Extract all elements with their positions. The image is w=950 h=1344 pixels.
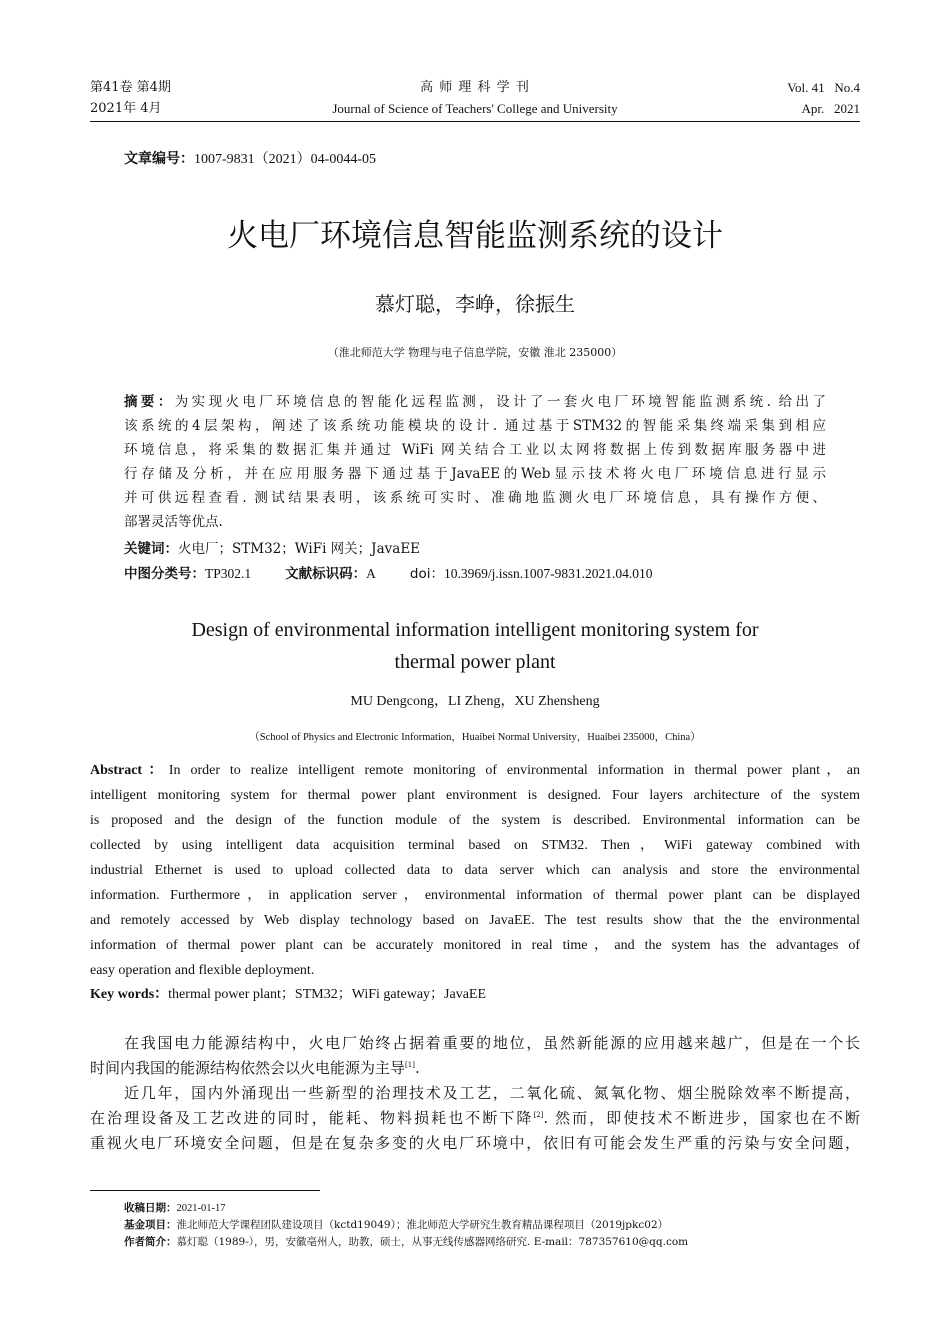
abstract-en-label: Abstract： (90, 763, 169, 778)
body-paragraph-1-line: 时间内我国的能源结构依然会以火电能源为主导[1]. (90, 1059, 420, 1077)
abstract-cn (124, 390, 826, 534)
keywords-cn-label: 关键词： (124, 541, 178, 557)
journal-name-en: Journal of Science of Teachers' College and University (332, 101, 618, 116)
abstract-en-line: and remotely accessed by Web display technology based on JavaEE. The test results show that the the environmental (90, 913, 860, 928)
footnote-rule (90, 1190, 320, 1191)
body-paragraph-2-line: 在治理设备及工艺改进的同时，能耗、物料损耗也不断下降[2]. 然而，即使技术不断进步，国家也在不断 (90, 1109, 860, 1127)
footnote-fund (124, 1217, 668, 1234)
citation-ref-2[interactable]: [2] (533, 1111, 544, 1119)
abstract-cn-line: 部署灵活等优点. (124, 514, 223, 530)
abstract-cn-line: 摘要：为实现火电厂环境信息的智能化远程监测，设计了一套火电厂环境智能监测系统. 给出了 (124, 394, 827, 410)
author-bio-label: 作者简介： (124, 1236, 177, 1248)
doi-label: doi： (409, 566, 444, 582)
doi-value: 10.3969/j.issn.1007-9831.2021.04.010 (443, 566, 653, 581)
article-number-label: 文章编号： (124, 151, 194, 167)
article-number-value: 1007-9831（2021）04-0044-05 (194, 152, 376, 167)
abstract-en-line: easy operation and flexible deployment. (90, 963, 315, 978)
abstract-en-line: intelligent monitoring system for thermal power plant environment is designed. Four layers architecture of the system (90, 788, 860, 803)
journal-name-cn: 高 师 理 科 学 刊 (420, 80, 530, 95)
abstract-en-line: collected by using intelligent data acquisition terminal based on STM32. Then，WiFi gateway combined with (90, 838, 860, 853)
body-text (90, 1031, 860, 1156)
affiliation-en: （School of Physics and Electronic Information，Huaibei Normal University，Huaibei 235000，China） (249, 732, 701, 743)
authors-en: MU Dengcong，LI Zheng，XU Zhensheng (350, 694, 600, 709)
title-cn: 火电厂环境信息智能监测系统的设计 (227, 218, 723, 254)
authors-cn: 慕灯聪，李峥，徐振生 (375, 292, 575, 316)
doc-code-label: 文献标识码： (285, 566, 367, 582)
author-bio-value: 慕灯聪（1989-），男，安徽亳州人，助教，硕士，从事无线传感器网络研究. E-mail：787357610@qq.com (176, 1236, 689, 1248)
abstract-cn-label: 摘要： (124, 394, 175, 410)
keywords-en-label: Key words： (90, 987, 169, 1002)
journal-volume-issue: 第41卷 第4期 (90, 80, 171, 95)
keywords-en-value: thermal power plant；STM32；WiFi gateway；JavaEE (168, 987, 487, 1002)
abstract-cn-line: 环境信息，将采集的数据汇集并通过 WiFi 网关结合工业以太网将数据上传到数据库服务器中进 (124, 442, 826, 458)
keywords-cn (124, 538, 420, 560)
header-rule (90, 121, 860, 122)
journal-date-en: Apr. 2021 (801, 101, 860, 116)
journal-volume-en: Vol. 41 No.4 (787, 80, 860, 95)
abstract-cn-line: 该系统的4层架构，阐述了该系统功能模块的设计. 通过基于STM32的智能采集终端采集到相应 (124, 418, 826, 434)
citation-ref-1[interactable]: [1] (405, 1061, 415, 1069)
received-label: 收稿日期： (124, 1202, 177, 1214)
fund-label: 基金项目： (124, 1219, 177, 1231)
footnote-received (124, 1200, 226, 1217)
body-paragraph-2-line: 重视火电厂环境安全问题，但是在复杂多变的火电厂环境中，依旧有可能会发生严重的污染与安全问题， (90, 1134, 860, 1152)
abstract-en (90, 758, 860, 983)
doc-code-value: A (366, 566, 376, 581)
abstract-en-line: is proposed and the design of the function module of the system is described. Environmental information can be (90, 813, 860, 828)
title-en-line2: thermal power plant (394, 651, 556, 673)
title-en-line1: Design of environmental information intelligent monitoring system for (191, 619, 759, 641)
body-paragraph-2-line: 近几年，国内外涌现出一些新型的治理技术及工艺，二氧化硫、氮氧化物、烟尘脱除效率不断提高， (124, 1084, 860, 1102)
classification-line (124, 563, 653, 585)
received-value: 2021-01-17 (176, 1203, 226, 1214)
fund-value: 淮北师范大学课程团队建设项目（kctd19049）；淮北师范大学研究生教育精品课程项目（2019jpkc02） (176, 1219, 669, 1231)
journal-date-cn: 2021年 4月 (90, 101, 162, 116)
clc-value: TP302.1 (205, 566, 252, 581)
abstract-en-line: information. Furthermore，in application server，environmental information of thermal power plant can be displayed (90, 888, 860, 903)
article-number (124, 149, 376, 170)
abstract-cn-line: 行存储及分析，并在应用服务器下通过基于JavaEE的Web显示技术将火电厂环境信息进行显示 (124, 466, 826, 482)
abstract-en-line: industrial Ethernet is used to upload collected data to data server which can analysis and store the environmental (90, 863, 860, 878)
keywords-cn-value: 火电厂；STM32；WiFi 网关；JavaEE (178, 541, 421, 557)
abstract-en-line: information of thermal power plant can be accurately monitored in real time，and the system has the advantages of (90, 938, 860, 953)
abstract-en-line: Abstract：In order to realize intelligent remote monitoring of environmental information in thermal power plant，an (90, 763, 860, 778)
footnote-author (124, 1234, 688, 1251)
body-paragraph-1-line: 在我国电力能源结构中，火电厂始终占据着重要的地位，虽然新能源的应用越来越广，但是在一个长 (124, 1034, 860, 1052)
abstract-cn-line: 并可供远程查看. 测试结果表明，该系统可实时、准确地监测火电厂环境信息，具有操作方便、 (124, 490, 826, 506)
affiliation-cn: （淮北师范大学 物理与电子信息学院，安徽 淮北 235000） (327, 346, 623, 359)
clc-label: 中图分类号： (124, 566, 205, 582)
keywords-en (90, 984, 486, 1006)
